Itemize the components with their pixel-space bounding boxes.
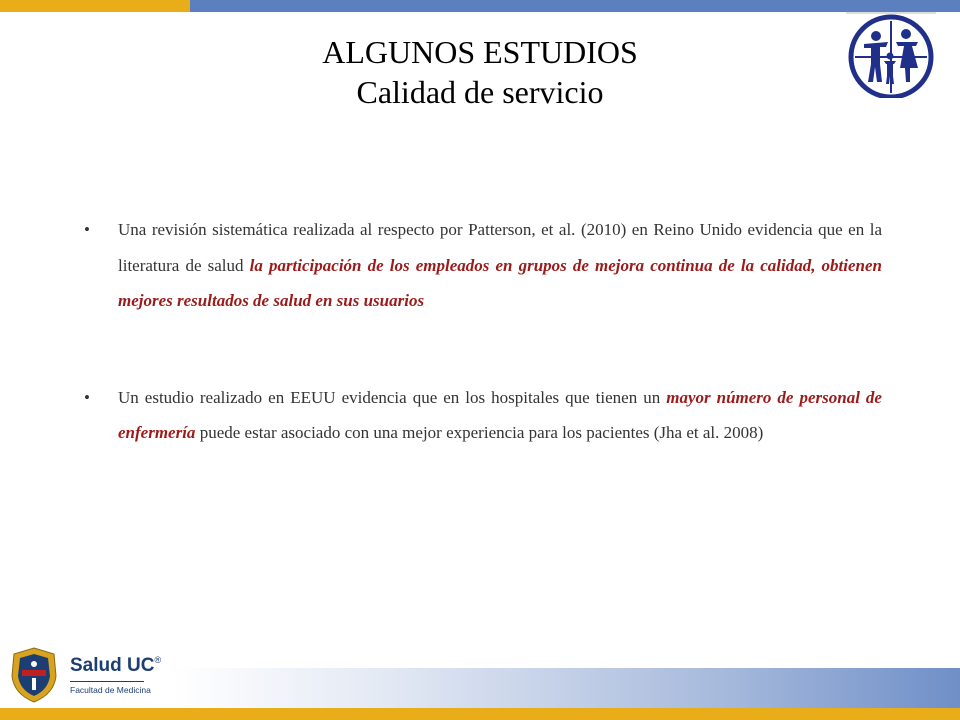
family-logo-icon [846,12,936,98]
bullet-list [84,212,882,451]
bullet-dot: • [84,220,90,239]
brand-label: Salud UC [70,655,155,676]
top-accent-bar-gold [0,0,190,12]
slide-title-line1: ALGUNOS ESTUDIOS [322,34,638,70]
top-accent-bar-blue [190,0,960,12]
bullet2-text-start: Un estudio realizado en EEUU evidencia que en los hospitales que tienen un [118,387,667,407]
bullet-item-patterson [84,212,882,319]
bullet2-emphasis: mayor número de personal de enfermería [118,387,882,442]
bullet-item-jha [84,380,882,451]
brand-subtitle: Facultad de Medicina [70,685,151,695]
brand-name [70,655,161,677]
salud-uc-logo [0,643,165,708]
bullet-dot: • [84,387,90,407]
uc-shield-icon [8,646,60,704]
bullet2-text-end: puede estar asociado con una mejor experiencia para los pacientes (Jha et al. 2008) [195,423,764,442]
bullet1-emphasis: la participación de los empleados en grupos de mejora continua de la calidad, obtienen mejores resultados de salud en sus usuarios [118,255,882,310]
bullet1-text: Una revisión sistemática realizada al respecto por Patterson, et al. (2010) en Reino Unido evidencia que en la literatura de salud [118,220,882,275]
slide-title [180,32,780,112]
brand-divider [70,681,144,682]
slide-title-line2: Calidad de servicio [356,74,604,110]
registered-mark: ® [154,655,162,665]
footer-gold-bar [0,708,960,720]
